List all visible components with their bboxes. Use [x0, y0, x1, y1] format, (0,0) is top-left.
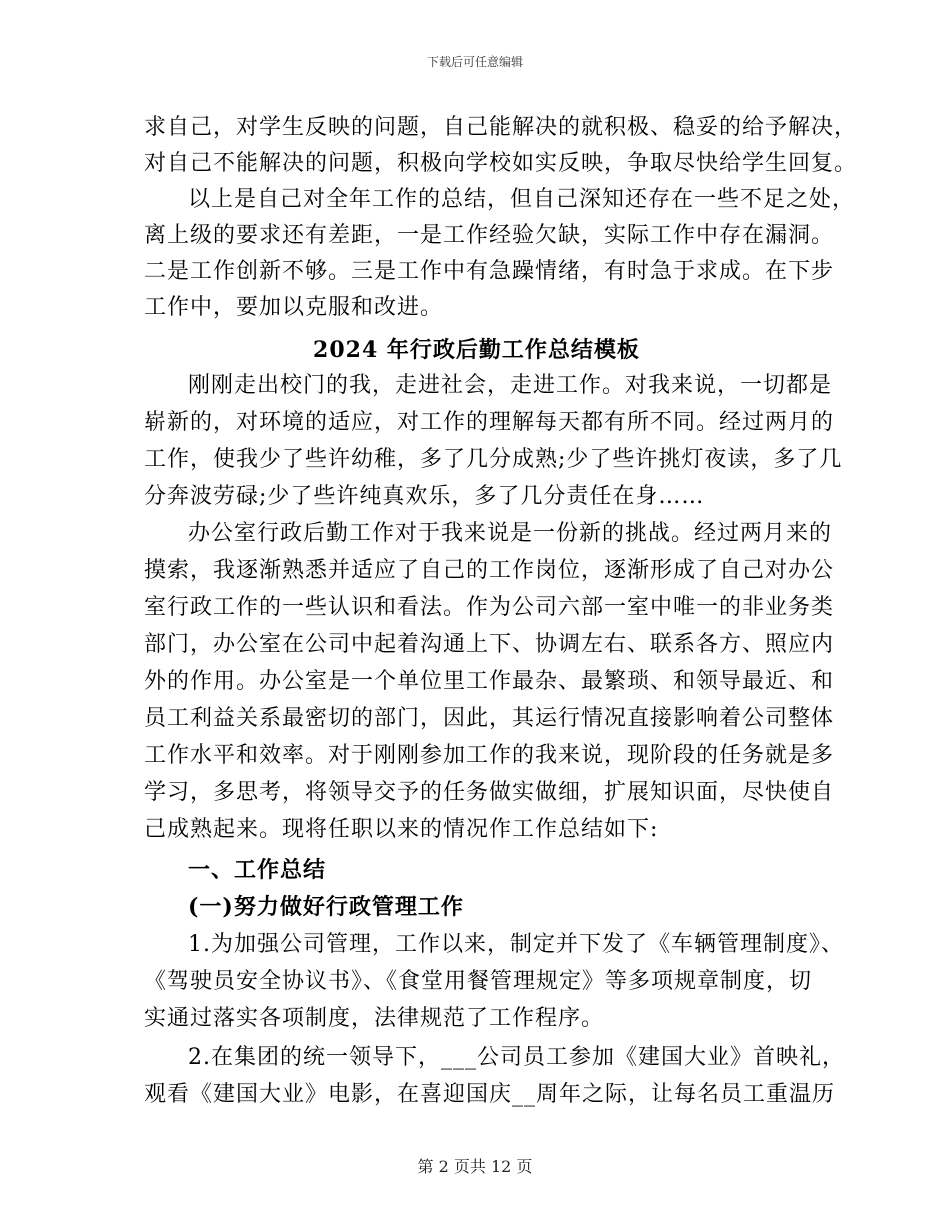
text-line: 对自己不能解决的问题，积极向学校如实反映，争取尽快给学生回复。 [144, 151, 858, 176]
text-line: 工作中，要加以克服和改进。 [144, 295, 444, 320]
text-line: 分奔波劳碌;少了些许纯真欢乐，多了几分责任在身…… [144, 484, 705, 509]
text-line: 离上级的要求还有差距，一是工作经验欠缺，实际工作中存在漏洞。 [144, 223, 835, 248]
text-line: 工作，使我少了些许幼稚，多了几分成熟;少了些许挑灯夜读，多了几 [144, 447, 843, 472]
text-line: 己成熟起来。现将任职以来的情况作工作总结如下: [144, 817, 659, 842]
text-line: 部门，办公室在公司中起着沟通上下、协调左右、联系各方、照应内 [144, 632, 835, 657]
text-line: 员工利益关系最密切的部门，因此，其运行情况直接影响着公司整体 [144, 706, 835, 731]
text-line: 学习，多思考，将领导交予的任务做实做细，扩展知识面，尽快使自 [144, 780, 835, 805]
text-line: 办公室行政后勤工作对于我来说是一份新的挑战。经过两月来的 [188, 521, 833, 546]
text-line: 工作水平和效率。对于刚刚参加工作的我来说，现阶段的任务就是多 [144, 743, 835, 768]
section-title: 2024 年行政后勤工作总结模板 [313, 337, 640, 363]
heading-2: (一)努力做好行政管理工作 [188, 894, 464, 920]
heading-1: 一、工作总结 [188, 857, 327, 883]
text-line: 二是工作创新不够。三是工作中有急躁情绪，有时急于求成。在下步 [144, 259, 835, 284]
text-line: 1.为加强公司管理，工作以来，制定并下发了《车辆管理制度》、 [188, 932, 844, 957]
text-line: 实通过落实各项制度，法律规范了工作程序。 [144, 1006, 605, 1031]
text-line: 崭新的，对环境的适应，对工作的理解每天都有所不同。经过两月的 [144, 410, 835, 435]
text-line: 外的作用。办公室是一个单位里工作最杂、最繁琐、和领导最近、和 [144, 669, 835, 694]
page-footer: 第 2 页共 12 页 [417, 1157, 533, 1176]
text-line: 室行政工作的一些认识和看法。作为公司六部一室中唯一的非业务类 [144, 595, 835, 620]
text-line: 刚刚走出校门的我，走进社会，走进工作。对我来说，一切都是 [188, 373, 833, 398]
text-line: 2.在集团的统一领导下，___公司员工参加《建国大业》首映礼， [188, 1045, 845, 1070]
text-line: 以上是自己对全年工作的总结，但自己深知还存在一些不足之处， [188, 187, 856, 212]
text-line: 求自己，对学生反映的问题，自己能解决的就积极、稳妥的给予解决， [144, 115, 858, 140]
text-line: 摸索，我逐渐熟悉并适应了自己的工作岗位，逐渐形成了自己对办公 [144, 558, 835, 583]
text-line: 观看《建国大业》电影，在喜迎国庆__周年之际，让每名员工重温历 [144, 1082, 836, 1107]
page-header: 下载后可任意编辑 [426, 55, 523, 69]
text-line: 《驾驶员安全协议书》、《食堂用餐管理规定》等多项规章制度，切 [144, 969, 813, 994]
